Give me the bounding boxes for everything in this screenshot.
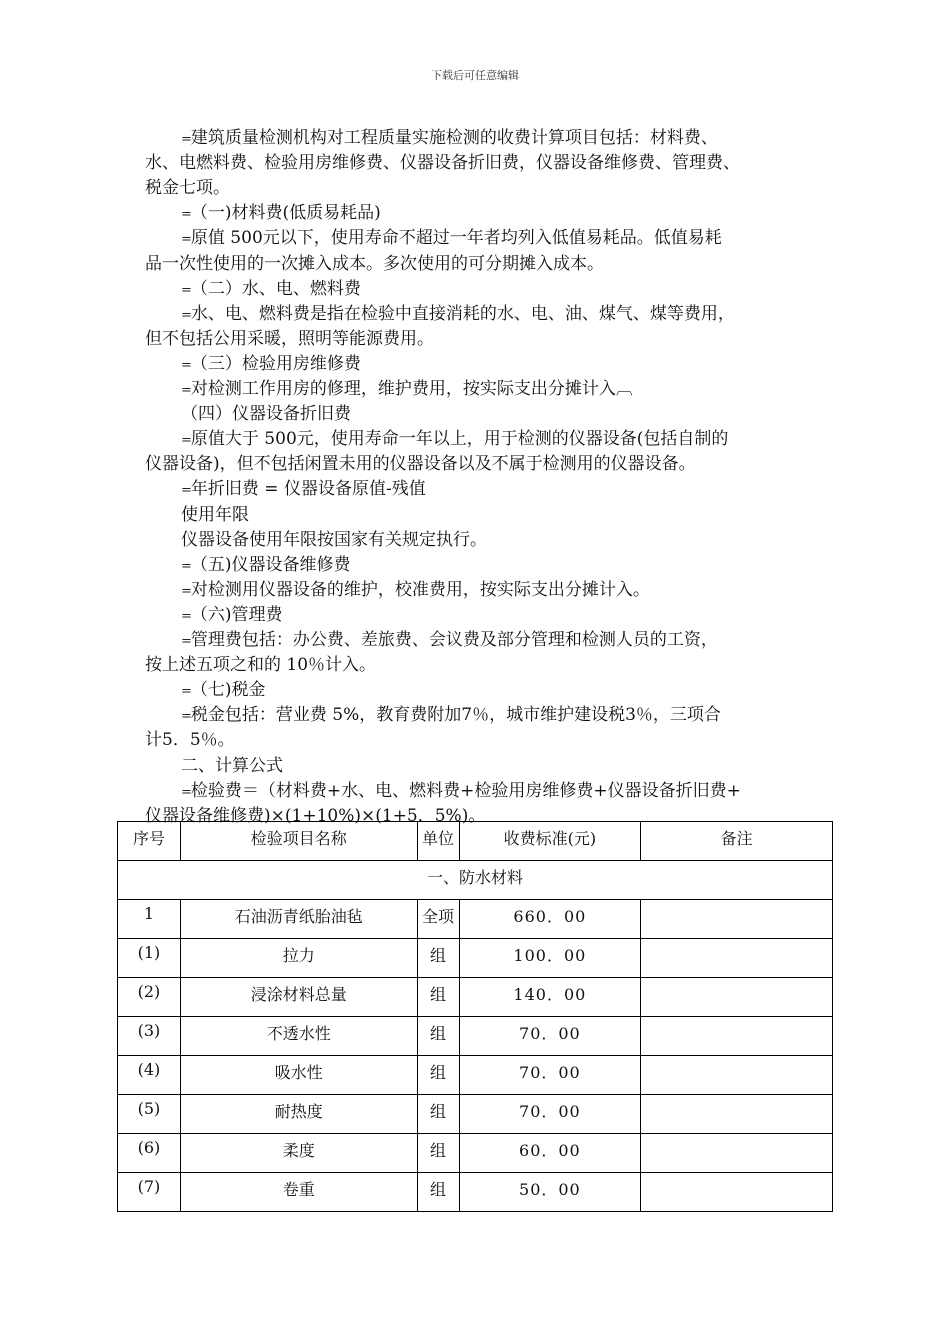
text-line (181, 303, 735, 327)
text-line (145, 253, 604, 275)
text-line (181, 679, 266, 703)
line-text: 水、电燃料费、检验用房维修费、仪器设备折旧费，仪器设备维修费、管理费、 (145, 153, 740, 173)
line-text: （二）水、电、燃料费 (190, 279, 361, 299)
text-line (181, 704, 721, 728)
line-text: 仪器设备使用年限按国家有关规定执行。 (181, 530, 487, 550)
text-line (181, 403, 351, 425)
text-line (181, 554, 351, 578)
fee-table (117, 821, 833, 1212)
text-line (181, 529, 487, 551)
line-marker: = (181, 709, 191, 724)
text-line (181, 579, 650, 603)
section-title: 一、防水材料 (118, 861, 833, 900)
line-marker: = (181, 358, 191, 373)
cell-remark (641, 939, 833, 978)
line-marker: = (181, 634, 191, 649)
text-line (145, 152, 740, 174)
text-line (181, 478, 426, 502)
line-marker: = (181, 132, 191, 147)
cell-index: (4) (118, 1056, 181, 1095)
table-row (118, 1095, 833, 1134)
text-line (145, 654, 376, 676)
cell-index: (7) (118, 1173, 181, 1212)
cell-fee: 70．00 (459, 1056, 641, 1095)
line-marker: = (181, 283, 191, 298)
line-text: （五)仪器设备维修费 (190, 555, 351, 575)
header-cell-remark: 备注 (641, 822, 833, 861)
cell-unit: 全项 (417, 900, 459, 939)
cell-remark (641, 1017, 833, 1056)
table-row (118, 978, 833, 1017)
header-cell-fee: 收费标准(元) (459, 822, 641, 861)
text-line (145, 729, 235, 751)
table-header-row (118, 822, 833, 861)
text-line (181, 604, 283, 628)
header-cell-item: 检验项目名称 (180, 822, 417, 861)
line-text: 原值 500元以下，使用寿命不超过一年者均列入低值易耗品。低值易耗 (190, 228, 722, 248)
line-text: 计5．5％。 (145, 730, 235, 750)
line-text: 品一次性使用的一次摊入成本。多次使用的可分期摊入成本。 (145, 254, 604, 274)
line-marker: = (181, 483, 191, 498)
cell-index: (2) (118, 978, 181, 1017)
line-text: 建筑质量检测机构对工程质量实施检测的收费计算项目包括：材料费、 (190, 128, 718, 148)
line-text: 税金七项。 (145, 178, 230, 198)
cell-index: (3) (118, 1017, 181, 1056)
line-text: （六)管理费 (190, 605, 283, 625)
text-line (181, 780, 741, 804)
cell-unit: 组 (417, 1095, 459, 1134)
line-marker: = (181, 308, 191, 323)
text-line (181, 428, 728, 452)
line-text: 但不包括公用采暖，照明等能源费用。 (145, 329, 434, 349)
text-line (181, 278, 361, 302)
cell-item: 柔度 (180, 1134, 417, 1173)
header-cell-index: 序号 (118, 822, 181, 861)
text-line (181, 504, 249, 526)
line-marker: = (181, 609, 191, 624)
line-text: 仪器设备维修费)×(1+10%)×(1+5．5%)。 (145, 806, 486, 826)
table-row (118, 1056, 833, 1095)
text-line (181, 755, 283, 777)
line-text: 按上述五项之和的 10％计入。 (145, 655, 377, 675)
text-line (181, 378, 633, 402)
cell-unit: 组 (417, 1173, 459, 1212)
table-row (118, 939, 833, 978)
cell-unit: 组 (417, 978, 459, 1017)
cell-fee: 60．00 (459, 1134, 641, 1173)
cell-item: 浸涂材料总量 (180, 978, 417, 1017)
text-line (181, 353, 361, 377)
line-text: 水、电、燃料费是指在检验中直接消耗的水、电、油、煤气、煤等费用， (190, 304, 735, 324)
table-row (118, 1134, 833, 1173)
cell-fee: 50．00 (459, 1173, 641, 1212)
cell-unit: 组 (417, 1056, 459, 1095)
cell-fee: 70．00 (459, 1095, 641, 1134)
cell-item: 不透水性 (180, 1017, 417, 1056)
line-text: 检验费＝（材料费+水、电、燃料费+检验用房维修费+仪器设备折旧费+ (190, 781, 741, 801)
line-marker: = (181, 684, 191, 699)
line-text: 使用年限 (181, 505, 249, 525)
cell-remark (641, 1173, 833, 1212)
line-text: （一)材料费(低质易耗品) (190, 203, 381, 223)
cell-index: (1) (118, 939, 181, 978)
line-text: 仪器设备)，但不包括闲置未用的仪器设备以及不属于检测用的仪器设备。 (145, 454, 696, 474)
cell-fee: 660．00 (459, 900, 641, 939)
line-marker: = (181, 207, 191, 222)
table-row (118, 1173, 833, 1212)
cell-item: 吸水性 (180, 1056, 417, 1095)
text-line (145, 328, 434, 350)
text-line (145, 453, 696, 475)
text-line (181, 202, 381, 226)
cell-unit: 组 (417, 1134, 459, 1173)
line-marker: = (181, 232, 191, 247)
cell-index: (6) (118, 1134, 181, 1173)
line-text: （三）检验用房维修费 (190, 354, 361, 374)
line-text: 年折旧费 = 仪器设备原值-残值 (190, 479, 426, 499)
cell-index: 1 (118, 900, 181, 939)
line-text: （七)税金 (190, 680, 266, 700)
line-text: 二、计算公式 (181, 756, 283, 776)
text-line (181, 227, 722, 251)
line-text: 对检测工作用房的修理，维护费用，按实际支出分摊计入︹ (190, 379, 633, 399)
text-line (181, 127, 718, 151)
section-row (118, 861, 833, 900)
line-marker: = (181, 584, 191, 599)
cell-index: (5) (118, 1095, 181, 1134)
line-text: （四）仪器设备折旧费 (181, 404, 351, 424)
header-cell-unit: 单位 (417, 822, 459, 861)
cell-unit: 组 (417, 1017, 459, 1056)
line-marker: = (181, 785, 191, 800)
line-marker: = (181, 383, 191, 398)
line-marker: = (181, 559, 191, 574)
line-text: 对检测用仪器设备的维护，校准费用，按实际支出分摊计入。 (190, 580, 650, 600)
table-row (118, 1017, 833, 1056)
text-line (145, 177, 230, 199)
cell-fee: 70．00 (459, 1017, 641, 1056)
cell-item: 拉力 (180, 939, 417, 978)
line-text: 税金包括：营业费 5%，教育费附加7％，城市维护建设税3％，三项合 (190, 705, 721, 725)
cell-unit: 组 (417, 939, 459, 978)
text-line (181, 629, 718, 653)
page-header: 下载后可任意编辑 (431, 69, 519, 82)
line-marker: = (181, 433, 191, 448)
cell-fee: 100．00 (459, 939, 641, 978)
cell-remark (641, 900, 833, 939)
cell-fee: 140．00 (459, 978, 641, 1017)
cell-item: 耐热度 (180, 1095, 417, 1134)
line-text: 管理费包括：办公费、差旅费、会议费及部分管理和检测人员的工资， (190, 630, 718, 650)
line-text: 原值大于 500元，使用寿命一年以上，用于检测的仪器设备(包括自制的 (190, 429, 729, 449)
table-row (118, 900, 833, 939)
cell-remark (641, 978, 833, 1017)
cell-item: 卷重 (180, 1173, 417, 1212)
cell-remark (641, 1095, 833, 1134)
cell-remark (641, 1134, 833, 1173)
cell-remark (641, 1056, 833, 1095)
cell-item: 石油沥青纸胎油毡 (180, 900, 417, 939)
